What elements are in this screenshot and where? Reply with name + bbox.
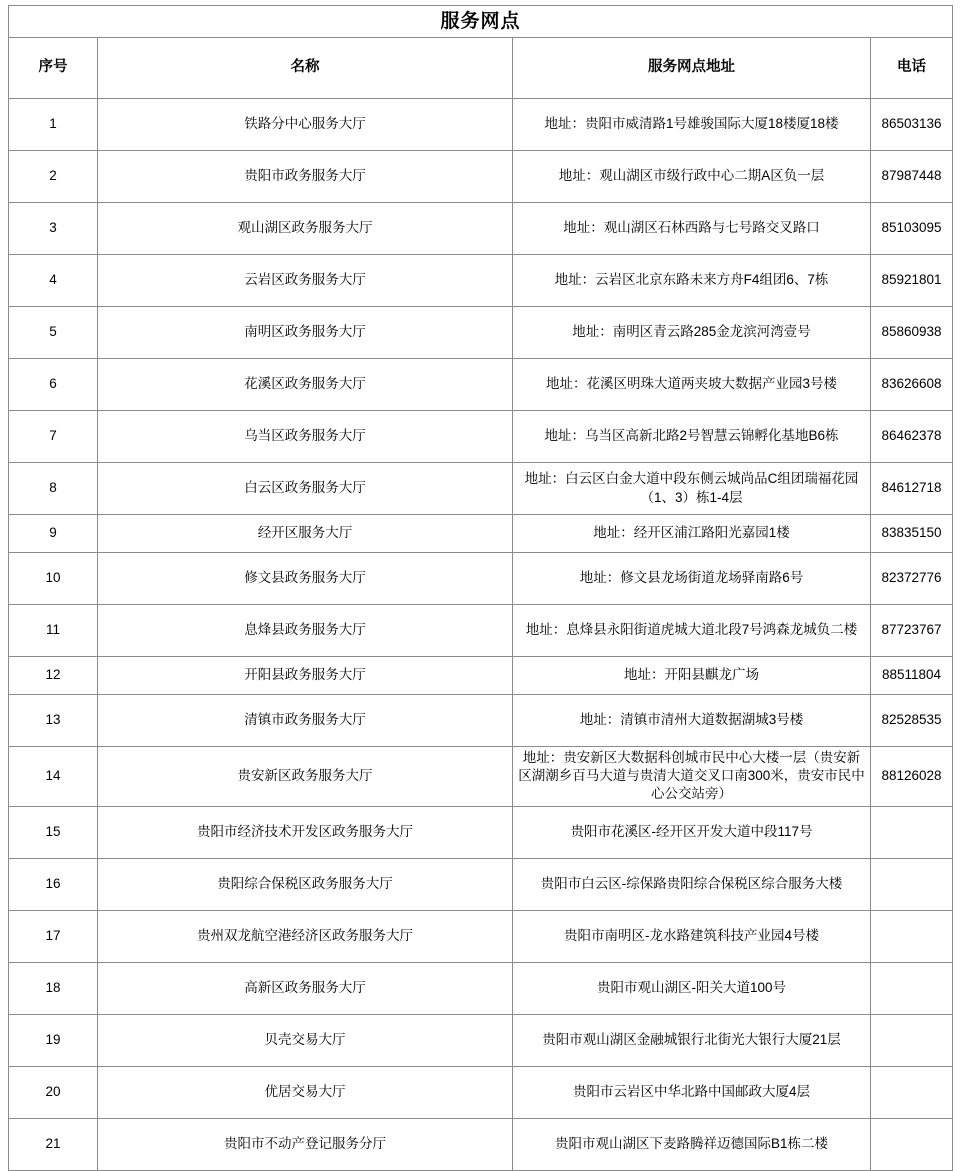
table-row	[9, 1014, 953, 1066]
row-address-cell: 地址：花溪区明珠大道两夹坡大数据产业园3号楼	[513, 359, 871, 411]
row-address-cell: 地址：云岩区北京东路未来方舟F4组团6、7栋	[513, 255, 871, 307]
row-address-cell: 贵阳市白云区-综保路贵阳综合保税区综合服务大楼	[513, 858, 871, 910]
row-index-cell: 21	[9, 1118, 98, 1170]
row-name-cell: 观山湖区政务服务大厅	[98, 203, 513, 255]
row-name-cell: 花溪区政务服务大厅	[98, 359, 513, 411]
row-address-cell: 地址：修文县龙场街道龙场驿南路6号	[513, 553, 871, 605]
service-locations-table	[8, 5, 953, 1171]
row-phone-cell: 83835150	[871, 515, 953, 553]
row-phone-cell: 86462378	[871, 411, 953, 463]
row-index-cell: 6	[9, 359, 98, 411]
row-index-cell: 8	[9, 463, 98, 515]
row-name-cell: 修文县政务服务大厅	[98, 553, 513, 605]
row-name-cell: 贵安新区政务服务大厅	[98, 747, 513, 807]
table-header-row	[9, 38, 953, 99]
row-index-cell: 14	[9, 747, 98, 807]
row-address-cell: 地址：观山湖区市级行政中心二期A区负一层	[513, 151, 871, 203]
row-index-cell: 7	[9, 411, 98, 463]
row-name-cell: 高新区政务服务大厅	[98, 962, 513, 1014]
row-name-cell: 息烽县政务服务大厅	[98, 605, 513, 657]
row-address-cell: 贵阳市观山湖区金融城银行北街光大银行大厦21层	[513, 1014, 871, 1066]
row-address-cell: 地址：开阳县麒龙广场	[513, 657, 871, 695]
row-name-cell: 贵阳综合保税区政务服务大厅	[98, 858, 513, 910]
row-name-cell: 清镇市政务服务大厅	[98, 695, 513, 747]
row-name-cell: 乌当区政务服务大厅	[98, 411, 513, 463]
table-row	[9, 1066, 953, 1118]
row-name-cell: 贵阳市经济技术开发区政务服务大厅	[98, 806, 513, 858]
row-address-cell: 地址：贵安新区大数据科创城市民中心大楼一层（贵安新区湖潮乡百马大道与贵清大道交叉口南300米，贵安市民中心公交站旁）	[513, 747, 871, 807]
row-phone-cell: 88511804	[871, 657, 953, 695]
row-phone-cell: 85921801	[871, 255, 953, 307]
row-phone-cell: 86503136	[871, 99, 953, 151]
row-index-cell: 10	[9, 553, 98, 605]
row-address-cell: 地址：清镇市清州大道数据湖城3号楼	[513, 695, 871, 747]
table-row	[9, 657, 953, 695]
row-index-cell: 12	[9, 657, 98, 695]
column-header-name: 名称	[98, 38, 513, 99]
row-phone-cell	[871, 910, 953, 962]
table-row	[9, 695, 953, 747]
row-name-cell: 经开区服务大厅	[98, 515, 513, 553]
column-header-phone: 电话	[871, 38, 953, 99]
row-phone-cell: 85860938	[871, 307, 953, 359]
page-title: 服务网点	[9, 6, 953, 38]
row-name-cell: 开阳县政务服务大厅	[98, 657, 513, 695]
row-name-cell: 优居交易大厅	[98, 1066, 513, 1118]
row-name-cell: 贵阳市政务服务大厅	[98, 151, 513, 203]
table-body	[9, 6, 953, 1171]
table-row	[9, 858, 953, 910]
row-phone-cell: 85103095	[871, 203, 953, 255]
row-name-cell: 贝壳交易大厅	[98, 1014, 513, 1066]
column-header-index: 序号	[9, 38, 98, 99]
row-index-cell: 16	[9, 858, 98, 910]
row-phone-cell: 84612718	[871, 463, 953, 515]
row-index-cell: 1	[9, 99, 98, 151]
column-header-address: 服务网点地址	[513, 38, 871, 99]
table-row	[9, 962, 953, 1014]
row-address-cell: 地址：乌当区高新北路2号智慧云锦孵化基地B6栋	[513, 411, 871, 463]
row-phone-cell	[871, 806, 953, 858]
table-row	[9, 359, 953, 411]
table-row	[9, 515, 953, 553]
row-phone-cell	[871, 1014, 953, 1066]
row-index-cell: 5	[9, 307, 98, 359]
row-phone-cell: 82372776	[871, 553, 953, 605]
row-phone-cell	[871, 1118, 953, 1170]
row-address-cell: 地址：贵阳市威清路1号雄骏国际大厦18楼厦18楼	[513, 99, 871, 151]
row-index-cell: 17	[9, 910, 98, 962]
table-row	[9, 910, 953, 962]
row-index-cell: 18	[9, 962, 98, 1014]
row-phone-cell	[871, 1066, 953, 1118]
table-title-row	[9, 6, 953, 38]
table-row	[9, 553, 953, 605]
row-address-cell: 地址：观山湖区石林西路与七号路交叉路口	[513, 203, 871, 255]
row-phone-cell	[871, 962, 953, 1014]
table-row	[9, 151, 953, 203]
table-row	[9, 463, 953, 515]
row-name-cell: 贵阳市不动产登记服务分厅	[98, 1118, 513, 1170]
row-name-cell: 云岩区政务服务大厅	[98, 255, 513, 307]
table-row	[9, 99, 953, 151]
row-index-cell: 20	[9, 1066, 98, 1118]
row-phone-cell: 88126028	[871, 747, 953, 807]
table-row	[9, 203, 953, 255]
row-name-cell: 白云区政务服务大厅	[98, 463, 513, 515]
row-phone-cell: 83626608	[871, 359, 953, 411]
row-address-cell: 地址：白云区白金大道中段东侧云城尚品C组团瑞福花园（1、3）栋1-4层	[513, 463, 871, 515]
table-row	[9, 605, 953, 657]
row-phone-cell: 87723767	[871, 605, 953, 657]
table-row	[9, 747, 953, 807]
row-index-cell: 19	[9, 1014, 98, 1066]
row-index-cell: 13	[9, 695, 98, 747]
table-row	[9, 255, 953, 307]
row-index-cell: 11	[9, 605, 98, 657]
row-phone-cell: 87987448	[871, 151, 953, 203]
row-name-cell: 南明区政务服务大厅	[98, 307, 513, 359]
row-address-cell: 贵阳市花溪区-经开区开发大道中段117号	[513, 806, 871, 858]
row-address-cell: 贵阳市南明区-龙水路建筑科技产业园4号楼	[513, 910, 871, 962]
row-phone-cell: 82528535	[871, 695, 953, 747]
row-address-cell: 贵阳市云岩区中华北路中国邮政大厦4层	[513, 1066, 871, 1118]
row-index-cell: 4	[9, 255, 98, 307]
row-phone-cell	[871, 858, 953, 910]
row-address-cell: 地址：息烽县永阳街道虎城大道北段7号鸿森龙城负二楼	[513, 605, 871, 657]
row-index-cell: 15	[9, 806, 98, 858]
table-row	[9, 307, 953, 359]
table-row	[9, 806, 953, 858]
row-address-cell: 贵阳市观山湖区下麦路腾祥迈德国际B1栋二楼	[513, 1118, 871, 1170]
table-row	[9, 1118, 953, 1170]
row-address-cell: 贵阳市观山湖区-阳关大道100号	[513, 962, 871, 1014]
row-address-cell: 地址：经开区浦江路阳光嘉园1楼	[513, 515, 871, 553]
table-row	[9, 411, 953, 463]
row-address-cell: 地址：南明区青云路285金龙滨河湾壹号	[513, 307, 871, 359]
row-index-cell: 2	[9, 151, 98, 203]
row-name-cell: 铁路分中心服务大厅	[98, 99, 513, 151]
row-name-cell: 贵州双龙航空港经济区政务服务大厅	[98, 910, 513, 962]
row-index-cell: 3	[9, 203, 98, 255]
row-index-cell: 9	[9, 515, 98, 553]
